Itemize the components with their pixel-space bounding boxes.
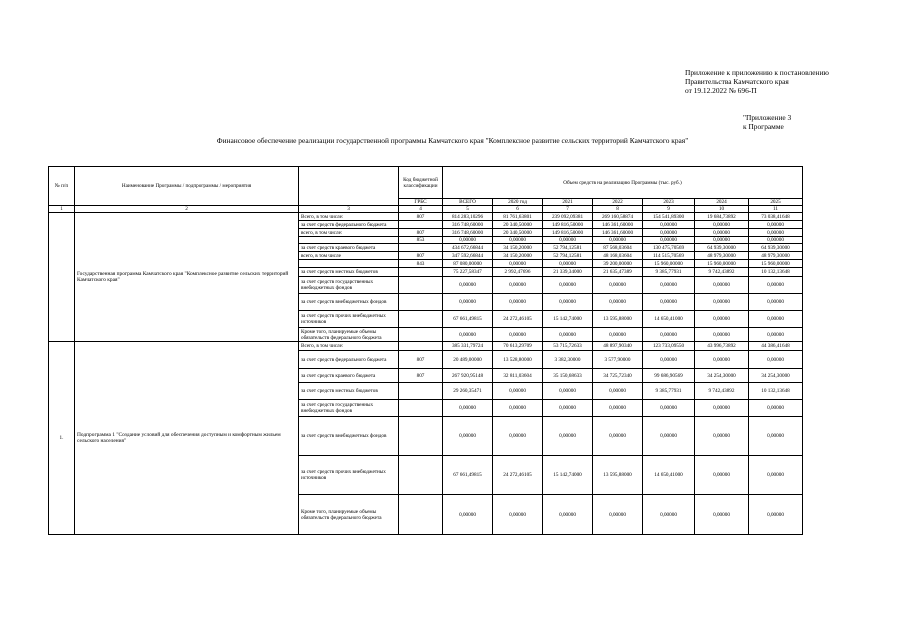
amount-cell: 13 595,88000 xyxy=(593,311,643,328)
amount-cell: 0,00000 xyxy=(749,328,803,342)
amount-cell: 434 672,66844 xyxy=(443,244,493,252)
amount-cell: 53 715,72633 xyxy=(543,342,593,351)
funding-source-label: всего, в том числе xyxy=(299,252,399,260)
amount-cell: 0,00000 xyxy=(543,383,593,400)
amount-cell: 0,00000 xyxy=(593,294,643,311)
amount-cell: 3 577,90000 xyxy=(593,351,643,369)
amount-cell: 0,00000 xyxy=(543,237,593,244)
amount-cell: 0,00000 xyxy=(543,495,593,535)
grbs-code: 807 xyxy=(399,213,443,221)
amount-cell: 0,00000 xyxy=(749,456,803,495)
amount-cell: 52 794,12581 xyxy=(543,252,593,260)
amount-cell: 0,00000 xyxy=(443,237,493,244)
amount-cell: 0,00000 xyxy=(695,237,749,244)
amount-cell: 64 939,30000 xyxy=(695,244,749,252)
amount-cell: 0,00000 xyxy=(493,237,543,244)
funding-source-label: за счет средств государственных внебюджетных фондов xyxy=(299,277,399,294)
amount-cell: 0,00000 xyxy=(695,456,749,495)
funding-source-label: Кроме того, планируемые объемы обязательств федерального бюджета xyxy=(299,495,399,535)
amount-cell: 0,00000 xyxy=(643,400,695,417)
amount-cell: 0,00000 xyxy=(643,294,695,311)
amount-cell: 0,00000 xyxy=(593,400,643,417)
amount-cell: 10 132,13648 xyxy=(749,383,803,400)
subprogram-row xyxy=(49,342,803,351)
col-header-2024: 2024 xyxy=(695,199,749,206)
amount-cell: 0,00000 xyxy=(749,351,803,369)
amount-cell: 0,00000 xyxy=(443,417,493,456)
amount-cell: 0,00000 xyxy=(593,277,643,294)
amount-cell: 0,00000 xyxy=(749,229,803,237)
grbs-code: 853 xyxy=(399,237,443,244)
col-header-volume: Объем средств на реализацию Программы (тыс. руб.) xyxy=(443,167,803,199)
program-row xyxy=(49,213,803,221)
amount-cell: 24 272,46105 xyxy=(493,311,543,328)
funding-source-label: за счет средств краевого бюджета xyxy=(299,369,399,383)
amount-cell: 9 385,77931 xyxy=(643,268,695,277)
col-header-name: Наименование Программы / подпрограммы / мероприятия xyxy=(75,167,299,206)
grbs-code xyxy=(399,328,443,342)
program-number xyxy=(49,213,75,342)
amount-cell: 0,00000 xyxy=(543,417,593,456)
amount-cell: 48 979,30000 xyxy=(695,252,749,260)
amount-cell: 0,00000 xyxy=(749,400,803,417)
amount-cell: 87 080,00000 xyxy=(443,260,493,268)
amount-cell: 0,00000 xyxy=(493,260,543,268)
amount-cell: 0,00000 xyxy=(443,277,493,294)
funding-source-label: за счет средств федерального бюджета xyxy=(299,221,399,229)
amount-cell: 99 686,90569 xyxy=(643,369,695,383)
amount-cell: 34 254,30000 xyxy=(695,369,749,383)
grbs-code xyxy=(399,294,443,311)
amount-cell: 149 816,50000 xyxy=(543,229,593,237)
appendix-line: Правительства Камчатского края xyxy=(685,77,789,86)
funding-source-label: за счет средств прочих внебюджетных источников xyxy=(299,456,399,495)
amount-cell: 0,00000 xyxy=(749,237,803,244)
document-title: Финансовое обеспечение реализации государственной программы Камчатского края "Комплексное развитие сельских территорий Камчатского края" xyxy=(216,136,689,145)
amount-cell: 15 960,00000 xyxy=(749,260,803,268)
col-header-2025: 2025 xyxy=(749,199,803,206)
amount-cell: 0,00000 xyxy=(643,221,695,229)
col-number: 9 xyxy=(643,206,695,213)
amount-cell: 0,00000 xyxy=(695,221,749,229)
grbs-code: 807 xyxy=(399,252,443,260)
amount-cell: 123 733,09550 xyxy=(643,342,695,351)
funding-source-label: всего, в том числе: xyxy=(299,229,399,237)
amount-cell: 0,00000 xyxy=(593,417,643,456)
amount-cell: 0,00000 xyxy=(695,328,749,342)
amount-cell: 0,00000 xyxy=(593,383,643,400)
col-number: 5 xyxy=(443,206,493,213)
amount-cell: 0,00000 xyxy=(543,277,593,294)
amount-cell: 0,00000 xyxy=(543,260,593,268)
amount-cell: 0,00000 xyxy=(493,328,543,342)
program-appendix-line: "Приложение 3 xyxy=(743,113,792,122)
grbs-code xyxy=(399,221,443,229)
grbs-code xyxy=(399,311,443,328)
amount-cell: 146 361,60000 xyxy=(593,229,643,237)
amount-cell: 347 592,66844 xyxy=(443,252,493,260)
amount-cell: 15 960,00000 xyxy=(643,260,695,268)
col-header-grbs: ГРБС xyxy=(399,199,443,206)
grbs-code xyxy=(399,268,443,277)
amount-cell: 814 283,10296 xyxy=(443,213,493,221)
amount-cell: 0,00000 xyxy=(493,294,543,311)
col-number: 6 xyxy=(493,206,543,213)
grbs-code: 807 xyxy=(399,229,443,237)
amount-cell: 0,00000 xyxy=(695,495,749,535)
amount-cell: 0,00000 xyxy=(643,328,695,342)
col-header-2022: 2022 xyxy=(593,199,643,206)
program-title: Государственная программа Камчатского края "Комплексное развитие сельских территорий Камчатского края" xyxy=(75,213,299,342)
finance-table xyxy=(48,166,803,535)
amount-cell: 0,00000 xyxy=(749,294,803,311)
amount-cell: 0,00000 xyxy=(695,229,749,237)
program-appendix-note xyxy=(743,113,791,131)
amount-cell: 0,00000 xyxy=(695,351,749,369)
col-number: 1 xyxy=(49,206,75,213)
grbs-code xyxy=(399,400,443,417)
funding-source-label: за счет средств краевого бюджета xyxy=(299,244,399,252)
funding-source-label: за счет средств местных бюджетов xyxy=(299,383,399,400)
col-header-2021: 2021 xyxy=(543,199,593,206)
funding-source-label: за счет средств внебюджетных фондов xyxy=(299,294,399,311)
amount-cell: 2 992,47696 xyxy=(493,268,543,277)
grbs-code xyxy=(399,456,443,495)
amount-cell: 0,00000 xyxy=(493,495,543,535)
col-number: 8 xyxy=(593,206,643,213)
col-number: 4 xyxy=(399,206,443,213)
amount-cell: 0,00000 xyxy=(493,400,543,417)
funding-source-label: Всего, в том числе: xyxy=(299,213,399,221)
grbs-code: 807 xyxy=(399,369,443,383)
amount-cell: 14 650,41000 xyxy=(643,456,695,495)
amount-cell: 70 613,29709 xyxy=(493,342,543,351)
subprogram-title: Подпрограмма 1 "Создание условий для обеспечения доступным и комфортным жильем сельского населения" xyxy=(75,342,299,535)
amount-cell: 20 340,50000 xyxy=(493,221,543,229)
amount-cell: 0,00000 xyxy=(695,294,749,311)
amount-cell: 0,00000 xyxy=(593,328,643,342)
amount-cell: 13 595,88000 xyxy=(593,456,643,495)
amount-cell: 0,00000 xyxy=(749,495,803,535)
funding-source-label: за счет средств федерального бюджета xyxy=(299,351,399,369)
col-header-total: ВСЕГО xyxy=(443,199,493,206)
amount-cell: 269 160,58874 xyxy=(593,213,643,221)
amount-cell: 0,00000 xyxy=(695,417,749,456)
amount-cell: 10 132,13648 xyxy=(749,268,803,277)
funding-source-label: Всего, в том числе: xyxy=(299,342,399,351)
amount-cell: 0,00000 xyxy=(443,294,493,311)
amount-cell: 21 635,47389 xyxy=(593,268,643,277)
funding-source-label: за счет средств прочих внебюджетных источников xyxy=(299,311,399,328)
amount-cell: 0,00000 xyxy=(749,311,803,328)
amount-cell: 130 475,70569 xyxy=(643,244,695,252)
amount-cell: 0,00000 xyxy=(443,400,493,417)
amount-cell: 0,00000 xyxy=(643,237,695,244)
funding-source-label: за счет средств государственных внебюджетных фондов xyxy=(299,400,399,417)
amount-cell: 73 038,41648 xyxy=(749,213,803,221)
subprogram-number: 1. xyxy=(49,342,75,535)
amount-cell: 3 382,30000 xyxy=(543,351,593,369)
amount-cell: 0,00000 xyxy=(593,237,643,244)
amount-cell: 64 939,30000 xyxy=(749,244,803,252)
amount-cell: 13 528,80000 xyxy=(493,351,543,369)
amount-cell: 21 339,34000 xyxy=(543,268,593,277)
col-number: 11 xyxy=(749,206,803,213)
amount-cell: 0,00000 xyxy=(749,221,803,229)
appendix-line: Приложение к приложению к постановлению xyxy=(685,68,829,77)
program-appendix-line: к Программе xyxy=(743,122,784,131)
col-header-2020: 2020 год xyxy=(493,199,543,206)
amount-cell: 0,00000 xyxy=(695,277,749,294)
grbs-code xyxy=(399,495,443,535)
amount-cell: 24 272,46105 xyxy=(493,456,543,495)
amount-cell: 15 960,00000 xyxy=(695,260,749,268)
amount-cell: 149 816,50000 xyxy=(543,221,593,229)
amount-cell: 34 725,72340 xyxy=(593,369,643,383)
amount-cell: 0,00000 xyxy=(643,229,695,237)
amount-cell: 14 650,41000 xyxy=(643,311,695,328)
grbs-code: 843 xyxy=(399,260,443,268)
amount-cell: 154 541,89300 xyxy=(643,213,695,221)
amount-cell: 20 340,50000 xyxy=(493,229,543,237)
funding-source-label: за счет средств местных бюджетов xyxy=(299,268,399,277)
amount-cell: 87 568,03604 xyxy=(593,244,643,252)
col-header-num: № п/п xyxy=(49,167,75,206)
col-header-2023: 2023 xyxy=(643,199,695,206)
grbs-code: 807 xyxy=(399,351,443,369)
amount-cell: 385 331,79724 xyxy=(443,342,493,351)
amount-cell: 9 385,77931 xyxy=(643,383,695,400)
funding-source-label: Кроме того, планируемые объемы обязательств федерального бюджета xyxy=(299,328,399,342)
amount-cell: 75 227,58347 xyxy=(443,268,493,277)
amount-cell: 32 811,03604 xyxy=(493,369,543,383)
amount-cell: 15 142,74000 xyxy=(543,456,593,495)
amount-cell: 34 254,30000 xyxy=(749,369,803,383)
funding-source-label xyxy=(299,260,399,268)
amount-cell: 114 515,70569 xyxy=(643,252,695,260)
amount-cell: 316 748,60000 xyxy=(443,221,493,229)
funding-source-label: за счет средств внебюджетных фондов xyxy=(299,417,399,456)
amount-cell: 34 150,20000 xyxy=(493,244,543,252)
col-header-code: Код бюджетной классификации xyxy=(399,167,443,199)
amount-cell: 0,00000 xyxy=(493,277,543,294)
amount-cell: 43 996,73892 xyxy=(695,342,749,351)
funding-source-label xyxy=(299,237,399,244)
col-number: 7 xyxy=(543,206,593,213)
amount-cell: 0,00000 xyxy=(643,351,695,369)
amount-cell: 67 661,49815 xyxy=(443,311,493,328)
col-header-blank xyxy=(299,167,399,206)
grbs-code xyxy=(399,417,443,456)
amount-cell: 20 489,00000 xyxy=(443,351,493,369)
amount-cell: 0,00000 xyxy=(695,311,749,328)
amount-cell: 35 150,68633 xyxy=(543,369,593,383)
amount-cell: 0,00000 xyxy=(543,328,593,342)
grbs-code xyxy=(399,244,443,252)
amount-cell: 48 897,90340 xyxy=(593,342,643,351)
amount-cell: 0,00000 xyxy=(643,417,695,456)
amount-cell: 48 979,30000 xyxy=(749,252,803,260)
amount-cell: 0,00000 xyxy=(643,495,695,535)
amount-cell: 19 684,73892 xyxy=(695,213,749,221)
appendix-note xyxy=(685,68,829,95)
amount-cell: 0,00000 xyxy=(749,277,803,294)
col-number: 2 xyxy=(75,206,299,213)
amount-cell: 0,00000 xyxy=(493,417,543,456)
amount-cell: 0,00000 xyxy=(695,400,749,417)
amount-cell: 48 168,03604 xyxy=(593,252,643,260)
amount-cell: 146 361,60000 xyxy=(593,221,643,229)
amount-cell: 0,00000 xyxy=(443,328,493,342)
col-number: 3 xyxy=(299,206,399,213)
amount-cell: 9 742,43892 xyxy=(695,383,749,400)
amount-cell: 239 092,09381 xyxy=(543,213,593,221)
amount-cell: 67 661,49815 xyxy=(443,456,493,495)
amount-cell: 81 761,63801 xyxy=(493,213,543,221)
amount-cell: 0,00000 xyxy=(749,417,803,456)
amount-cell: 15 142,74000 xyxy=(543,311,593,328)
amount-cell: 39 200,00000 xyxy=(593,260,643,268)
amount-cell: 267 920,95148 xyxy=(443,369,493,383)
amount-cell: 29 260,35471 xyxy=(443,383,493,400)
col-number: 10 xyxy=(695,206,749,213)
amount-cell: 0,00000 xyxy=(643,277,695,294)
amount-cell: 44 386,41648 xyxy=(749,342,803,351)
amount-cell: 0,00000 xyxy=(543,400,593,417)
grbs-code xyxy=(399,277,443,294)
appendix-line: от 19.12.2022 № 696-П xyxy=(685,86,757,95)
amount-cell: 34 150,20000 xyxy=(493,252,543,260)
amount-cell: 52 794,12581 xyxy=(543,244,593,252)
amount-cell: 316 748,60000 xyxy=(443,229,493,237)
grbs-code xyxy=(399,342,443,351)
amount-cell: 0,00000 xyxy=(493,383,543,400)
amount-cell: 0,00000 xyxy=(443,495,493,535)
grbs-code xyxy=(399,383,443,400)
amount-cell: 0,00000 xyxy=(593,495,643,535)
amount-cell: 9 742,43892 xyxy=(695,268,749,277)
amount-cell: 0,00000 xyxy=(543,294,593,311)
